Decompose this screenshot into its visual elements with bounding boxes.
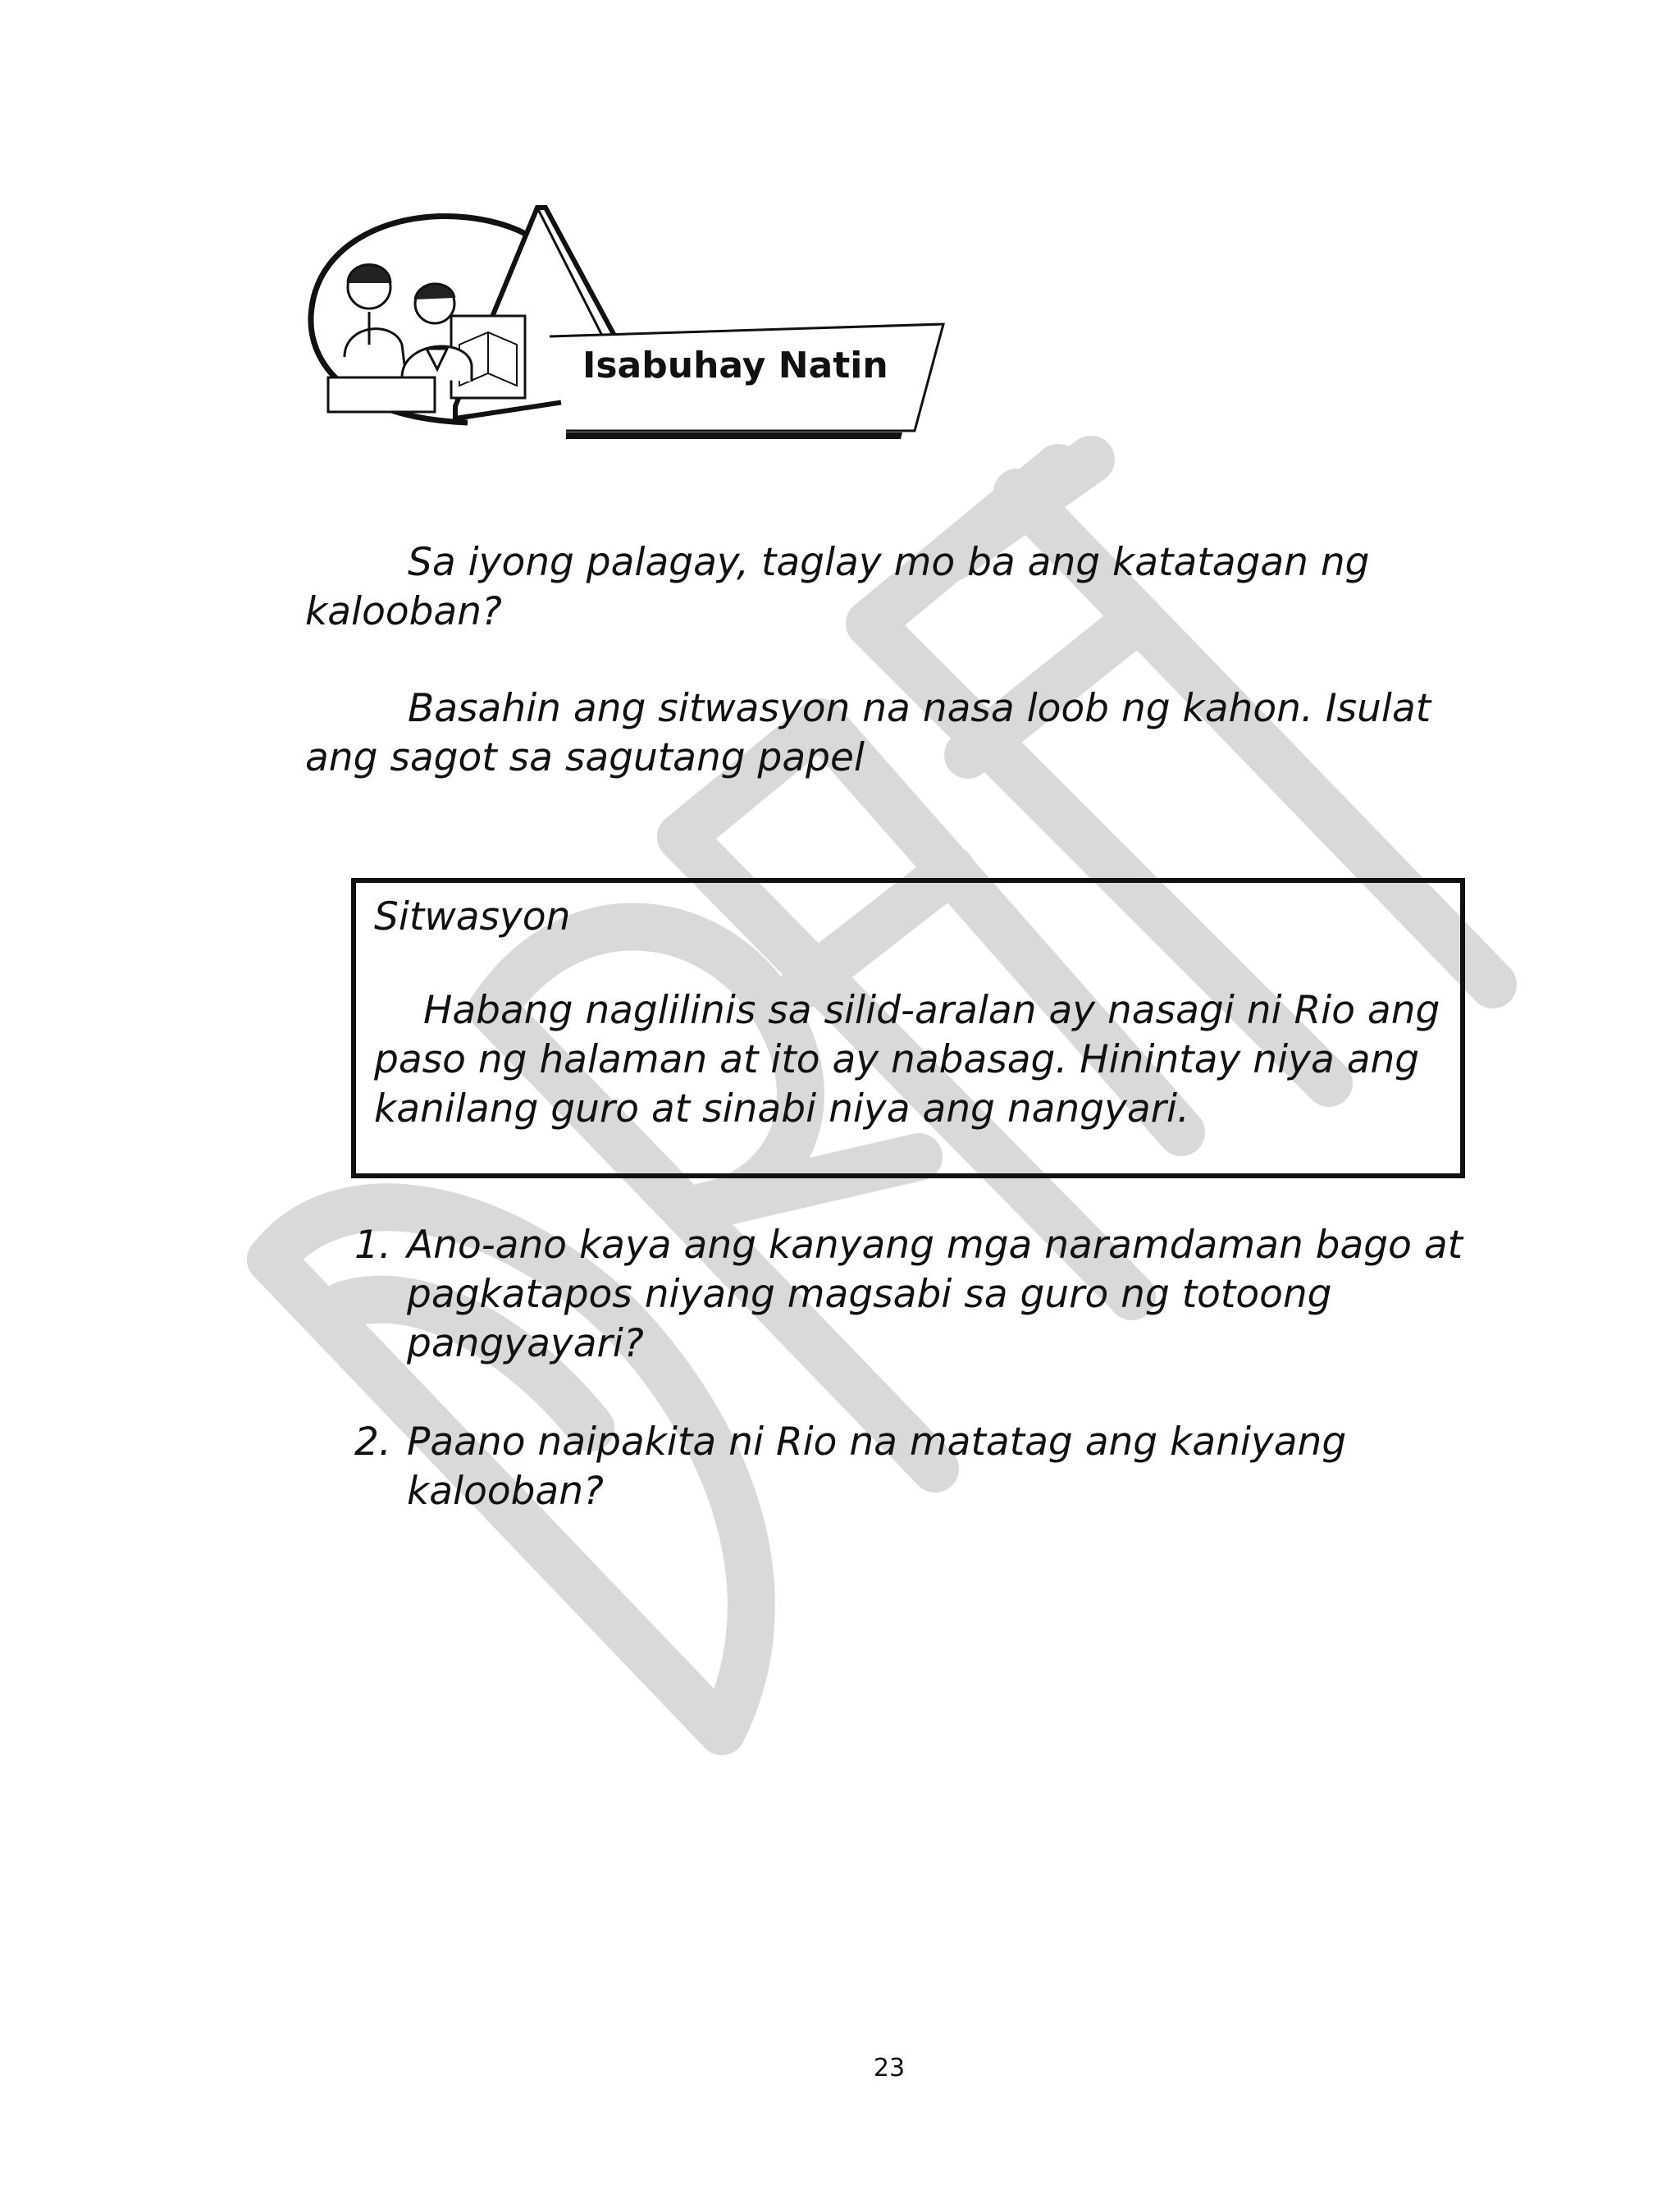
situation-box — [351, 878, 1465, 1178]
question-item — [354, 1418, 1486, 1516]
situation-heading: Sitwasyon — [374, 894, 571, 940]
situation-body — [374, 986, 1449, 1134]
intro-question-text: Sa iyong palagay, taglay mo ba ang katatagan ng kalooban? — [305, 540, 1370, 634]
question-number: 2. — [354, 1420, 391, 1465]
question-number: 1. — [354, 1223, 391, 1268]
question-text: Ano-ano kaya ang kanyang mga naramdaman bago at pagkatapos niyang magsabi sa guro ng totoong pangyayari? — [407, 1223, 1463, 1366]
situation-text: Habang naglilinis sa silid-aralan ay nasagi ni Rio ang paso ng halaman at ito ay nabasag. Hinintay niya ang kanilang guro at sinabi niya ang nangyari. — [374, 988, 1440, 1132]
question-list — [354, 1221, 1486, 1566]
intro-question — [305, 538, 1470, 637]
page-number: 23 — [873, 2054, 906, 2083]
question-item — [354, 1221, 1486, 1369]
instruction-paragraph — [305, 684, 1470, 783]
instruction-text: Basahin ang sitwasyon na nasa loob ng kahon. Isulat ang sagot sa sagutang papel — [305, 686, 1431, 780]
question-text: Paano naipakita ni Rio na matatag ang kaniyang kalooban? — [407, 1420, 1347, 1514]
section-title: Isabuhay Natin — [582, 345, 888, 386]
header-graphic — [304, 201, 960, 439]
